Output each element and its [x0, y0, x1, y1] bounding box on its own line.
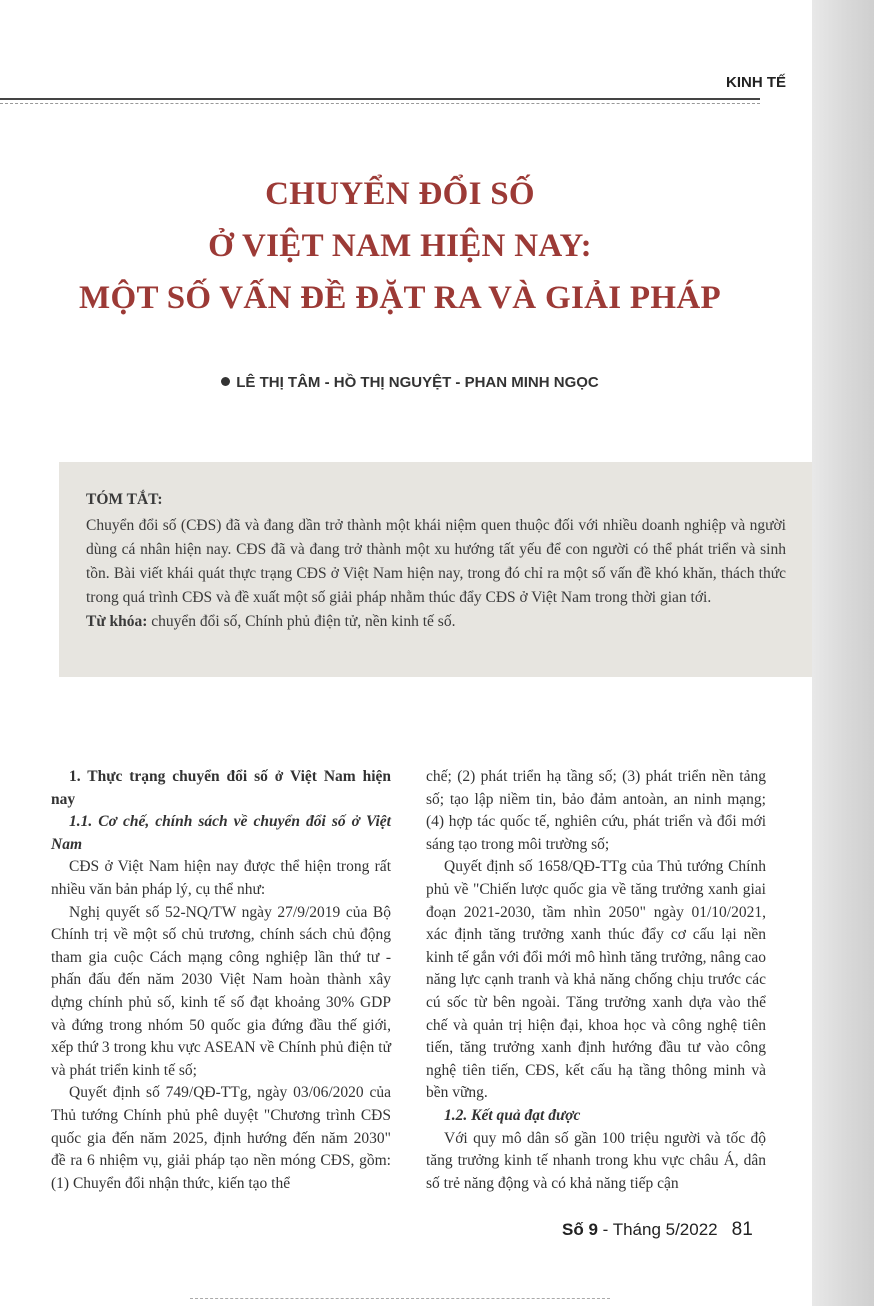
- body-column-right: [426, 766, 766, 1195]
- author-line: [160, 374, 660, 391]
- page-edge-shadow: [804, 0, 874, 1306]
- page-number: 81: [731, 1219, 753, 1240]
- author-names: LÊ THỊ TÂM - HỒ THỊ NGUYỆT - PHAN MINH NGỌC: [236, 374, 599, 391]
- header-rule: [0, 98, 760, 100]
- header-dotted-rule: [0, 103, 760, 104]
- abstract-heading: TÓM TẮT:: [86, 491, 163, 508]
- title-line-3: MỘT SỐ VẤN ĐỀ ĐẶT RA VÀ GIẢI PHÁP: [79, 280, 721, 316]
- abstract-box: [59, 462, 812, 677]
- issue-number: Số 9: [562, 1220, 598, 1239]
- paragraph: Quyết định số 749/QĐ-TTg, ngày 03/06/2020 của Thủ tướng Chính phủ phê duyệt "Chương trình CĐS quốc gia đến năm 2025, định hướng đến năm 2030" đề ra 6 nhiệm vụ, giải pháp tạo nền móng CĐS, gồm: (1) Chuyển đổi nhận thức, kiến tạo thể: [51, 1084, 391, 1192]
- paragraph: Với quy mô dân số gần 100 triệu người và tốc độ tăng trưởng kinh tế nhanh trong khu vực châu Á, dân số trẻ năng động và có khả năng tiếp cận: [426, 1129, 766, 1192]
- article-title: [40, 168, 760, 324]
- title-line-1: CHUYỂN ĐỔI SỐ: [265, 176, 535, 212]
- footer-dotted-rule: [190, 1298, 610, 1299]
- body-column-left: [51, 766, 391, 1195]
- page-footer: [562, 1219, 753, 1241]
- abstract-text: Chuyển đổi số (CĐS) đã và đang dần trở thành một khái niệm quen thuộc đối với nhiều doanh nghiệp và người dùng cá nhân hiện nay. CĐS đã và đang trở thành một xu hướng tất yếu để con người có thể phát triển và sinh tồn. Bài viết khái quát thực trạng CĐS ở Việt Nam hiện nay, trong đó chỉ ra một số vấn đề khó khăn, thách thức trong quá trình CĐS và đề xuất một số giải pháp nhằm thúc đẩy CĐS ở Việt Nam trong thời gian tới.: [86, 517, 786, 606]
- paragraph: Nghị quyết số 52-NQ/TW ngày 27/9/2019 của Bộ Chính trị về một số chủ trương, chính sách chủ động tham gia cuộc Cách mạng công nghiệp lần thứ tư - phấn đấu đến năm 2030 Việt Nam hoàn thành xây dựng chính phủ số, kinh tế số đạt khoảng 30% GDP và đứng trong nhóm 50 quốc gia đứng đầu thế giới, xếp thứ 3 trong khu vực ASEAN về Chính phủ điện tử và phát triển kinh tế số;: [51, 903, 391, 1079]
- keywords-line: [86, 610, 786, 634]
- section-heading-1: 1. Thực trạng chuyển đổi số ở Việt Nam hiện nay: [51, 768, 391, 808]
- keywords-label: Từ khóa:: [86, 613, 148, 630]
- paragraph: Quyết định số 1658/QĐ-TTg của Thủ tướng Chính phủ về "Chiến lược quốc gia về tăng trưởng xanh giai đoạn 2021-2030, tầm nhìn 2050" ngày 01/10/2021, xác định tăng trưởng xanh thúc đẩy cơ cấu lại nền kinh tế gắn với đổi mới mô hình tăng trưởng, nâng cao năng lực cạnh tranh và khả năng chống chịu trước các cú sốc từ bên ngoài. Tăng trưởng xanh dựa vào thể chế và quản trị hiện đại, khoa học và công nghệ tiên tiến, tăng trưởng xanh định hướng đầu tư vào công nghệ tiên tiến, CĐS, kết cấu hạ tầng thông minh và bền vững.: [426, 858, 766, 1102]
- keywords-text: chuyển đổi số, Chính phủ điện tử, nền kinh tế số.: [147, 613, 456, 630]
- subsection-heading-1-1: 1.1. Cơ chế, chính sách về chuyển đổi số ở Việt Nam: [51, 813, 391, 853]
- abstract-content: [86, 488, 786, 634]
- subsection-heading-1-2: 1.2. Kết quả đạt được: [444, 1106, 581, 1124]
- bullet-icon: [221, 377, 230, 386]
- section-label: KINH TẾ: [726, 74, 786, 91]
- issue-date: - Tháng 5/2022: [597, 1220, 718, 1239]
- paragraph: chế; (2) phát triển hạ tầng số; (3) phát triển nền tảng số; tạo lập niềm tin, bảo đảm antoàn, an ninh mạng; (4) hợp tác quốc tế, nghiên cứu, phát triển và đổi mới sáng tạo trong môi trường số;: [426, 768, 766, 853]
- title-line-2: Ở VIỆT NAM HIỆN NAY:: [208, 228, 592, 264]
- paragraph: CĐS ở Việt Nam hiện nay được thể hiện trong rất nhiều văn bản pháp lý, cụ thể như:: [51, 858, 391, 898]
